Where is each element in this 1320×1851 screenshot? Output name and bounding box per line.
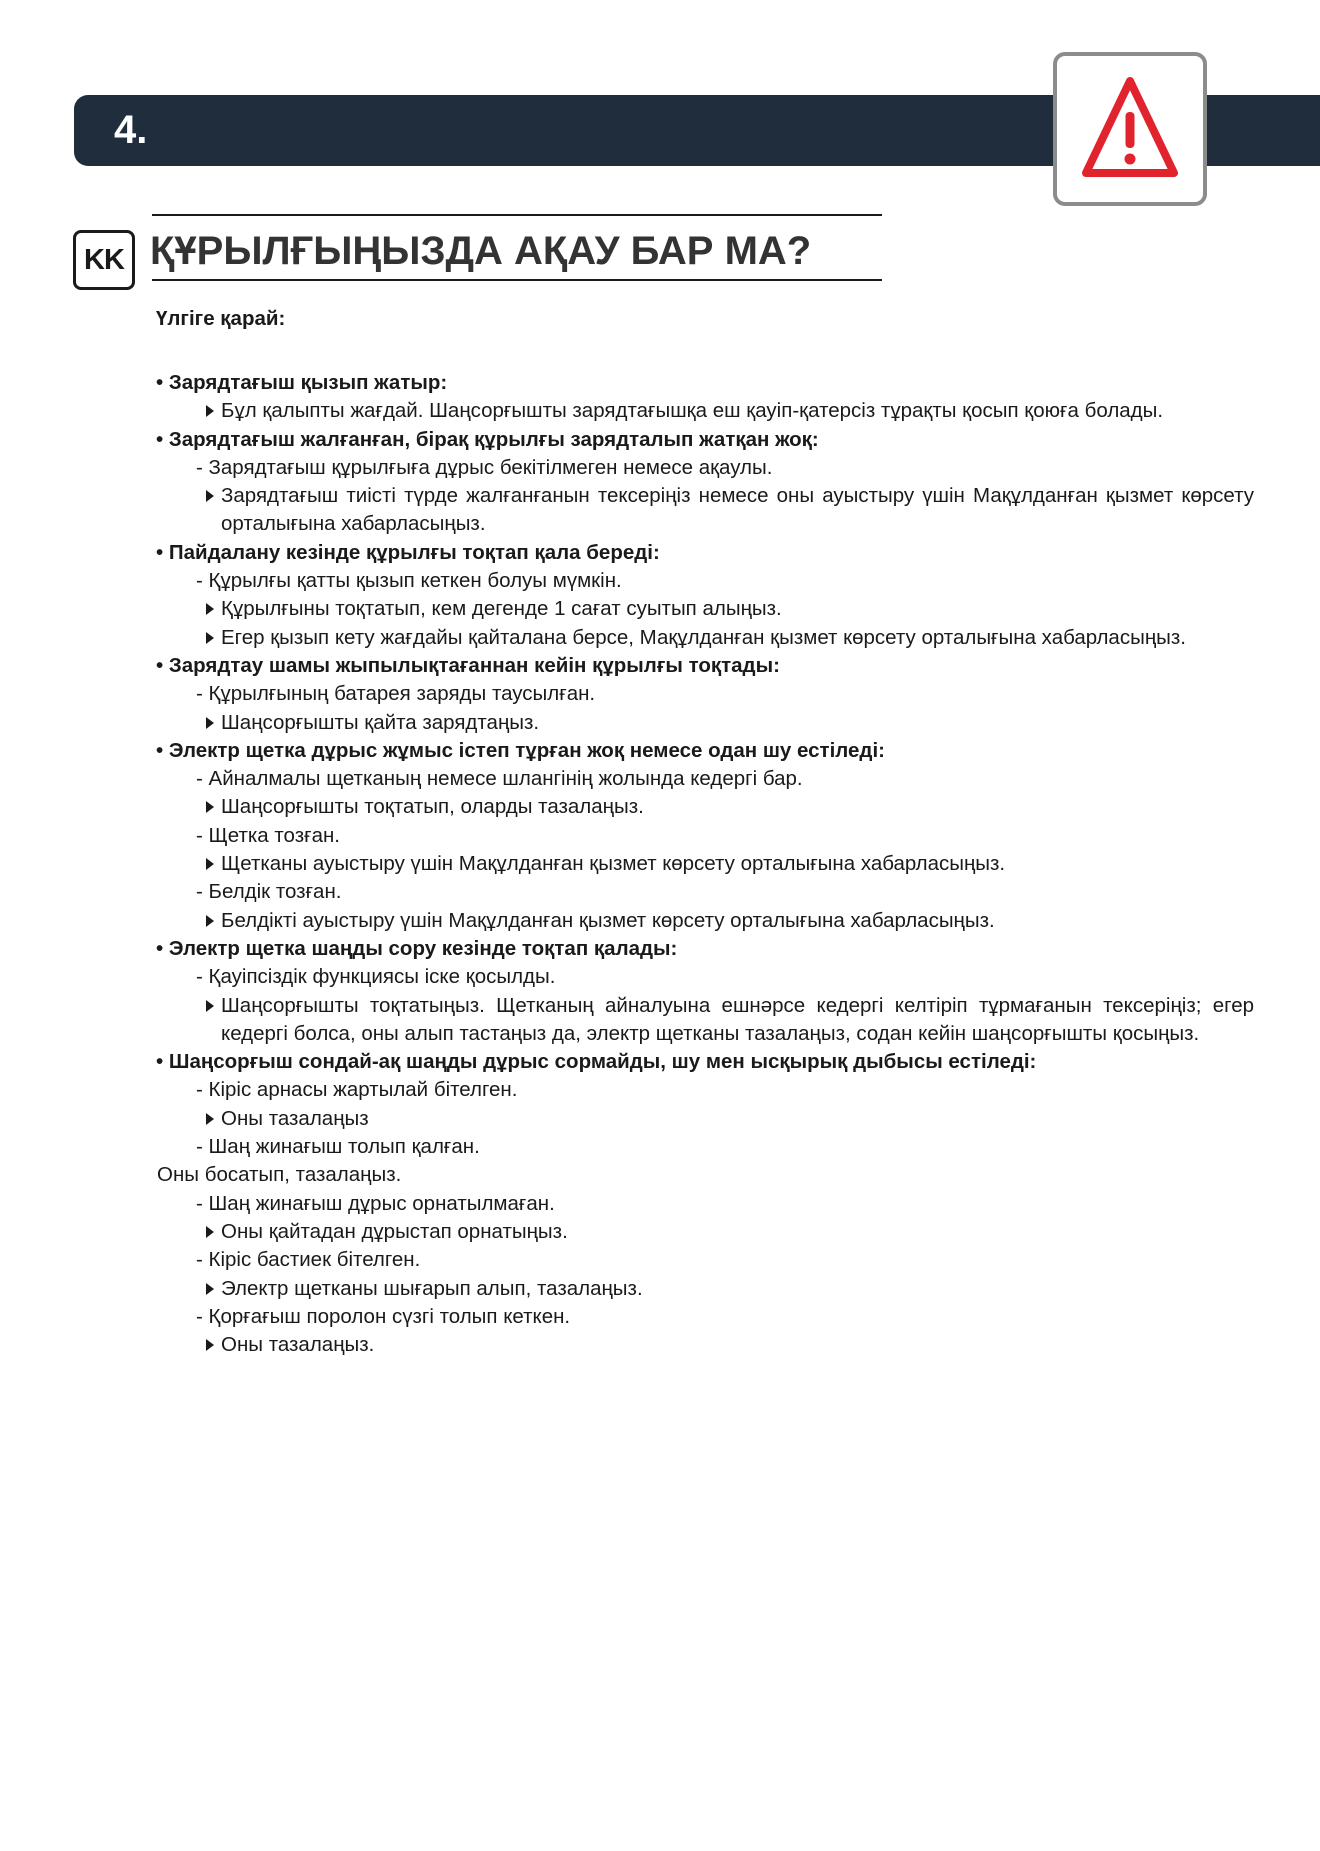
problem-heading: • Электр щетка дұрыс жұмыс істеп тұрған жоқ немесе одан шу естіледі: bbox=[156, 738, 885, 762]
action-line: Оны қайтадан дұрыстап орнатыңыз. bbox=[221, 1218, 1254, 1246]
problem-heading: • Зарядтау шамы жыпылықтағаннан кейін құрылғы тоқтады: bbox=[156, 653, 780, 677]
problem-heading: • Пайдалану кезінде құрылғы тоқтап қала береді: bbox=[156, 540, 660, 564]
plain-line: Оны босатып, тазалаңыз. bbox=[157, 1163, 402, 1187]
title-bottom-rule bbox=[152, 279, 882, 281]
problem-heading: • Шаңсорғыш сондай-ақ шаңды дұрыс сормайды, шу мен ысқырық дыбысы естіледі: bbox=[156, 1050, 1037, 1074]
title-top-rule bbox=[152, 214, 882, 216]
action-line: Шаңсорғышты қайта зарядтаңыз. bbox=[221, 709, 1254, 737]
problem-heading: • Зарядтағыш жалғанған, бірақ құрылғы зарядталып жатқан жоқ: bbox=[156, 427, 819, 451]
cause-line: - Кіріс арнасы жартылай бітелген. bbox=[196, 1078, 518, 1102]
problem-heading: • Электр щетка шаңды сору кезінде тоқтап қалады: bbox=[156, 936, 678, 960]
page-title: ҚҰРЫЛҒЫҢЫЗДА АҚАУ БАР МА? bbox=[150, 229, 812, 273]
cause-line: - Белдік тозған. bbox=[196, 880, 342, 904]
cause-line: - Кіріс бастиек бітелген. bbox=[196, 1248, 421, 1272]
action-line: Электр щетканы шығарып алып, тазалаңыз. bbox=[221, 1275, 1254, 1303]
action-line: Оны тазалаңыз. bbox=[221, 1331, 1254, 1359]
cause-line: - Шаң жинағыш дұрыс орнатылмаған. bbox=[196, 1191, 555, 1215]
cause-line: - Зарядтағыш құрылғыға дұрыс бекітілмеген немесе ақаулы. bbox=[196, 455, 773, 479]
section-number: 4. bbox=[114, 108, 148, 152]
warning-triangle-icon bbox=[1079, 74, 1181, 184]
action-line: Щетканы ауыстыру үшін Мақұлданған қызмет көрсету орталығына хабарласыңыз. bbox=[221, 850, 1254, 878]
subtitle: Үлгіге қарай: bbox=[156, 307, 286, 330]
problem-heading: • Зарядтағыш қызып жатыр: bbox=[156, 371, 448, 394]
cause-line: - Шаң жинағыш толып қалған. bbox=[196, 1135, 480, 1159]
spacer bbox=[0, 333, 1320, 369]
cause-line: - Қорғағыш поролон сүзгі толып кеткен. bbox=[196, 1304, 571, 1328]
cause-line: - Құрылғы қатты қызып кеткен болуы мүмкін. bbox=[196, 569, 622, 593]
troubleshooting-content bbox=[0, 305, 1320, 1359]
action-line: Бұл қалыпты жағдай. Шаңсорғышты зарядтағышқа еш қауіп-қатерсіз тұрақты қосып қоюға болады. bbox=[221, 397, 1254, 425]
action-line: Оны тазалаңыз bbox=[221, 1105, 1254, 1133]
action-line: Белдікті ауыстыру үшін Мақұлданған қызмет көрсету орталығына хабарласыңыз. bbox=[221, 907, 1254, 935]
troubleshooting-list bbox=[0, 369, 1320, 1359]
action-line: Шаңсорғышты тоқтатыңыз. Щетканың айналуына ешнәрсе кедергі келтіріп тұрмағанын тексеріңіз; егер кедергі болса, оны алып тастаңыз да, электр щетканы тазалаңыз, содан кейін шаңсорғышты қосыңыз. bbox=[221, 992, 1254, 1049]
cause-line: - Щетка тозған. bbox=[196, 823, 340, 847]
action-line: Құрылғыны тоқтатып, кем дегенде 1 сағат суытып алыңыз. bbox=[221, 595, 1254, 623]
action-line: Шаңсорғышты тоқтатып, оларды тазалаңыз. bbox=[221, 793, 1254, 821]
warning-box bbox=[1053, 52, 1207, 206]
action-line: Зарядтағыш тиісті түрде жалғанғанын тексеріңіз немесе оны ауыстыру үшін Мақұлданған қызмет көрсету орталығына хабарласыңыз. bbox=[221, 482, 1254, 539]
cause-line: - Қауіпсіздік функциясы іске қосылды. bbox=[196, 965, 556, 989]
action-line: Егер қызып кету жағдайы қайталана берсе, Мақұлданған қызмет көрсету орталығына хабарласыңыз. bbox=[221, 624, 1254, 652]
language-badge: KK bbox=[73, 230, 135, 290]
cause-line: - Айналмалы щетканың немесе шлангінің жолында кедергі бар. bbox=[196, 767, 803, 791]
cause-line: - Құрылғының батарея заряды таусылған. bbox=[196, 682, 596, 706]
